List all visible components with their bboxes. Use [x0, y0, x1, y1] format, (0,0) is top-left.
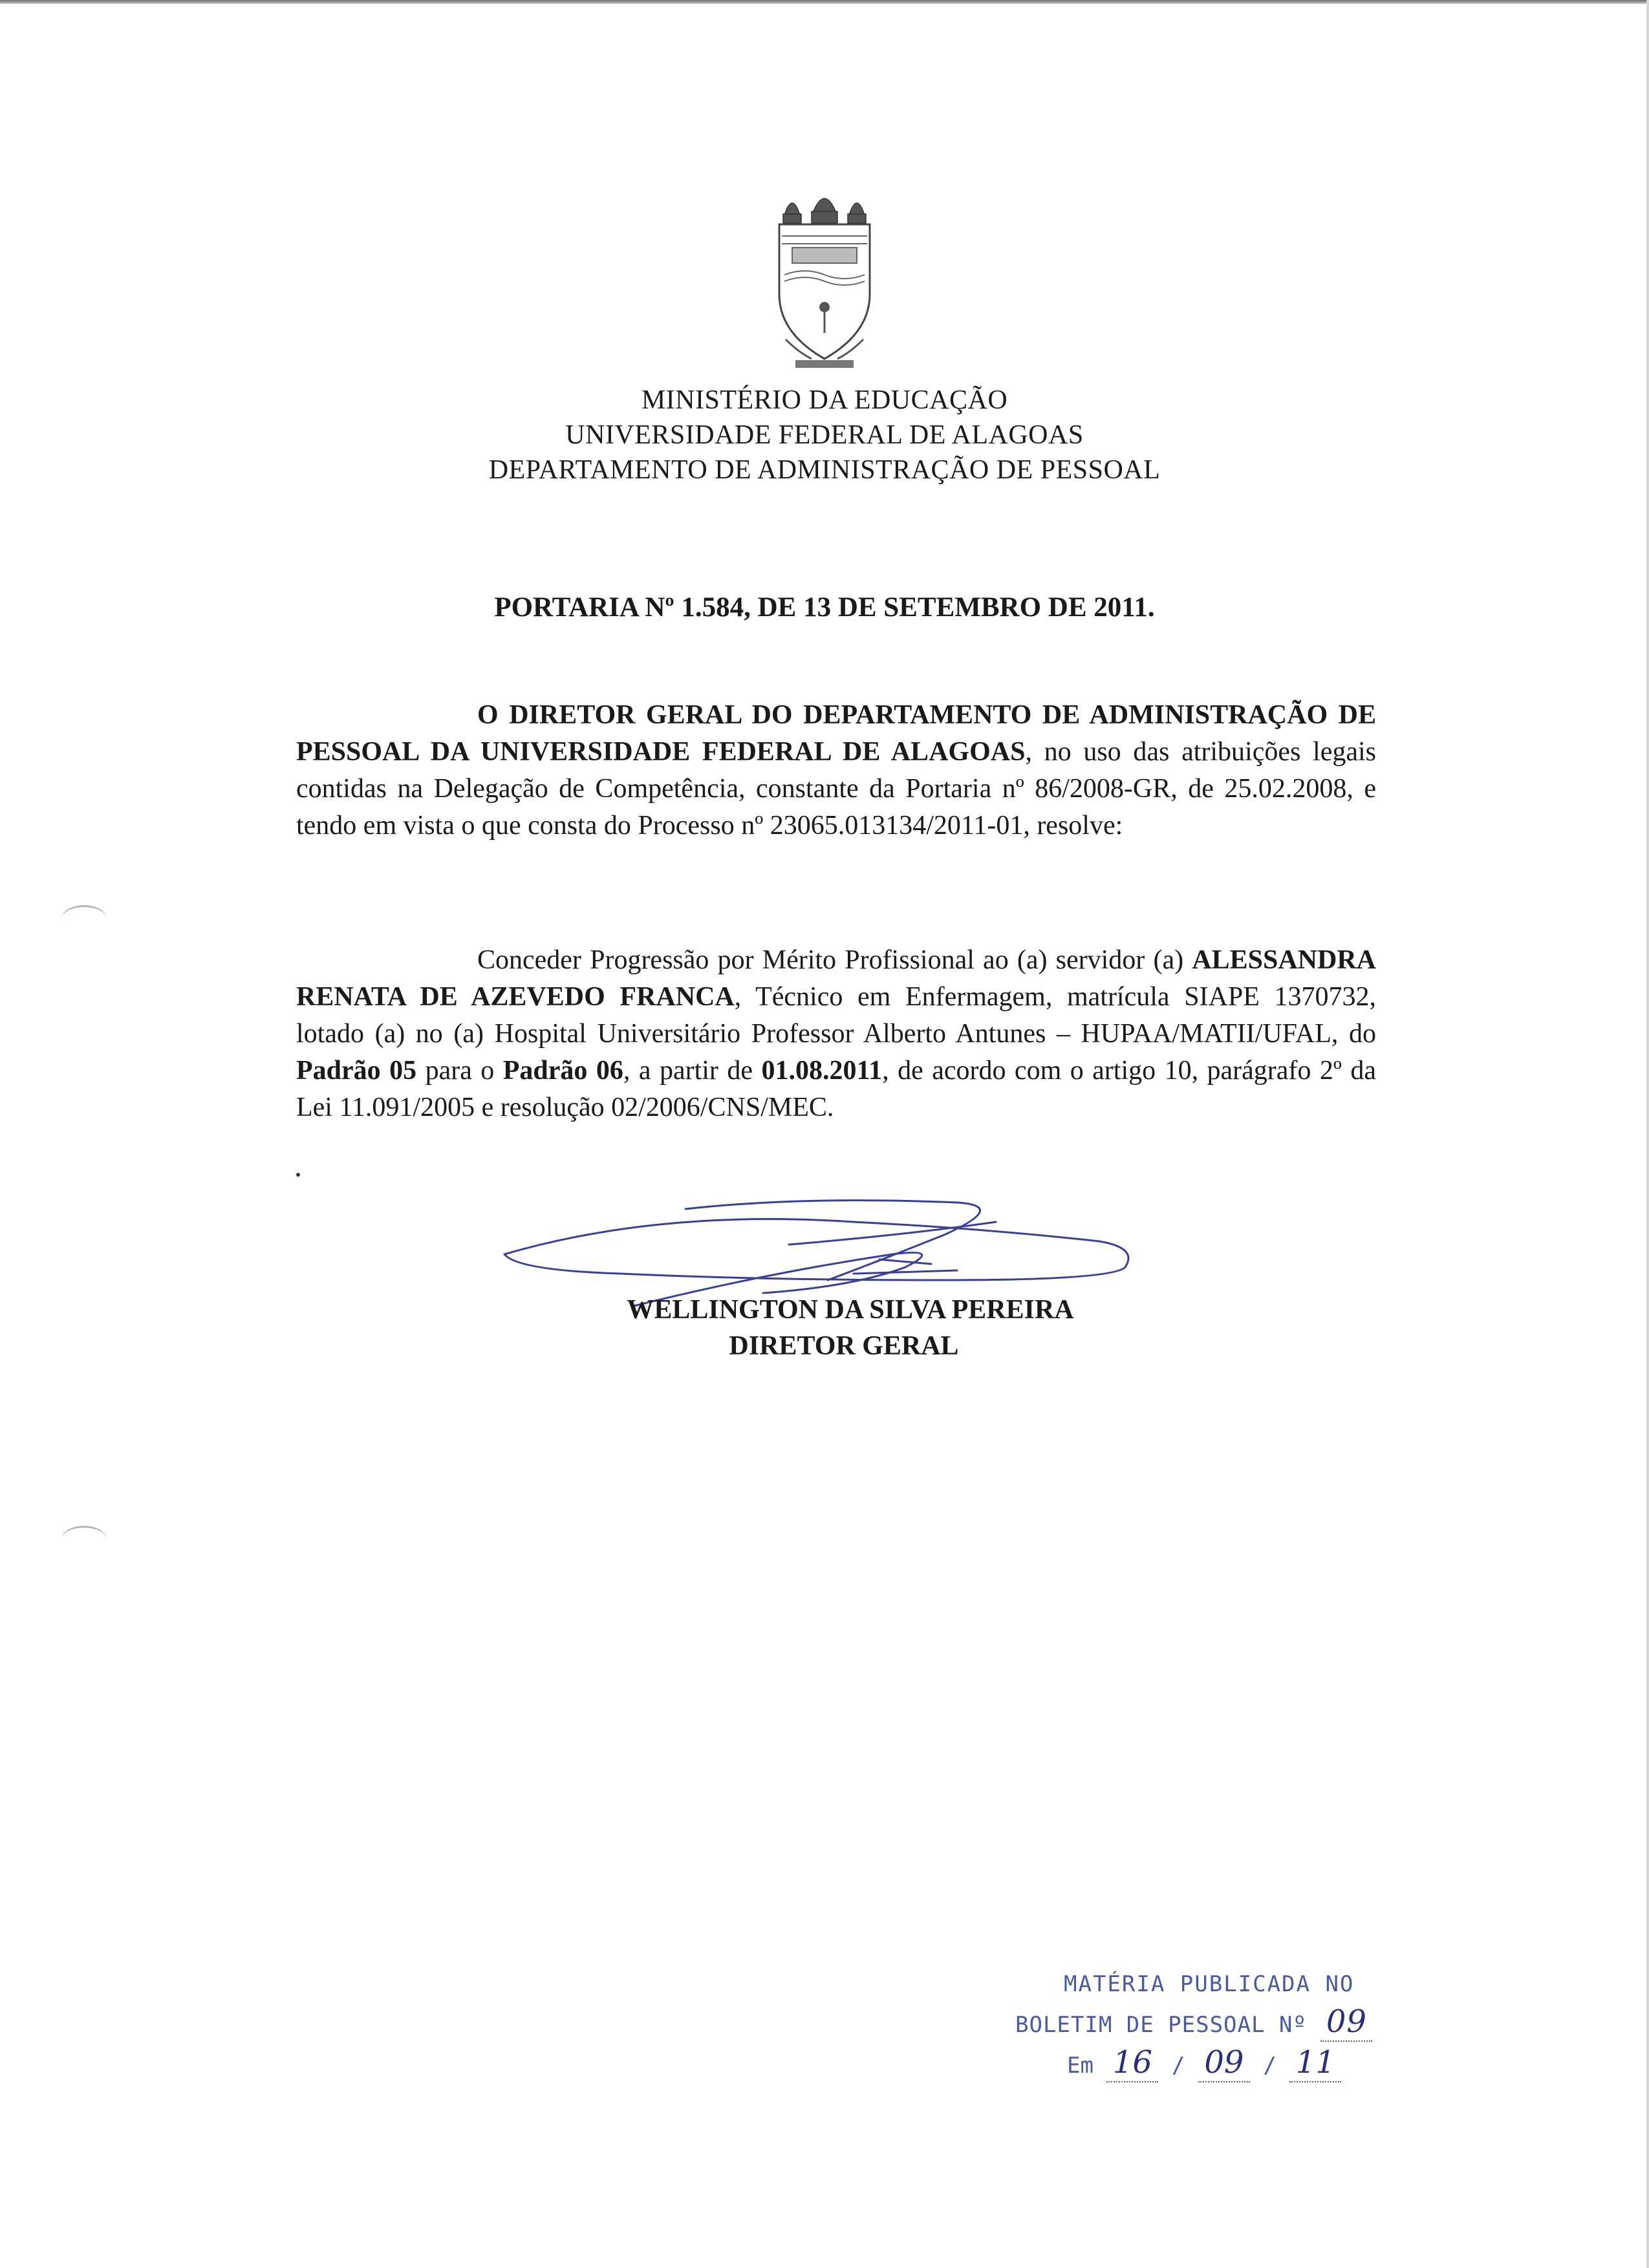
resolution-text-2: , Técnico em Enfermagem, matrícula SIAPE 1370732, lotado (a) no (a) Hospital Universitário Professor Alberto Antunes – HUPAA/MATII/UFAL, do: [296, 982, 1377, 1049]
signer-block: [0, 1292, 1649, 1364]
stamp-date-label: Em: [1067, 2053, 1094, 2079]
stray-dot: [296, 1173, 300, 1177]
resolution-text-4: , a partir de: [623, 1056, 762, 1086]
university-crest-logo: [773, 184, 876, 385]
resolution-text-5: , de acordo com o artigo 10, parágrafo 2º da Lei 11.091/2005 e resolução 02/2006/CNS/MEC.: [296, 1056, 1376, 1122]
level-to: Padrão 06: [502, 1056, 623, 1086]
stamp-line-3: Em 16 / 09 / 11: [1015, 2044, 1416, 2084]
portaria-title: PORTARIA Nº 1.584, DE 13 DE SETEMBRO DE 2011.: [494, 592, 1155, 623]
effective-date: 01.08.2011: [761, 1056, 883, 1086]
university-line: UNIVERSIDADE FEDERAL DE ALAGOAS: [565, 420, 1084, 450]
stamp-line-2: [1015, 2003, 1416, 2044]
stamp-year: 11: [1289, 2044, 1341, 2082]
resolution-text-1: Conceder Progressão por Mérito Profissional ao (a) servidor (a): [477, 945, 1192, 975]
employee-name: ALESSANDRA RENATA DE AZEVEDO FRANCA: [296, 945, 1376, 1012]
publication-stamp: [1015, 1965, 1416, 2095]
department-line: DEPARTAMENTO DE ADMINISTRAÇÃO DE PESSOAL: [488, 455, 1161, 485]
signer-role: DIRETOR GERAL: [729, 1331, 959, 1361]
punch-hole-mark-upper: [61, 905, 107, 933]
scan-edge-right: [1646, 0, 1649, 2268]
stamp-bulletin-label: BOLETIM DE PESSOAL Nº: [1015, 2012, 1307, 2038]
resolution-paragraph: [296, 942, 1376, 1126]
ministry-line: MINISTÉRIO DA EDUCAÇÃO: [641, 385, 1008, 415]
scan-edge-top: [0, 0, 1649, 4]
preamble-text: , no uso das atribuições legais contidas na Delegação de Competência, constante da Portaria nº 86/2008-GR, de 25.02.2008, e tendo em vista o que consta do Processo nº 23065.013134/2011-01, resolve:: [296, 737, 1377, 840]
resolution-text-3: para o: [416, 1056, 503, 1086]
signer-name: WELLINGTON DA SILVA PEREIRA: [627, 1295, 1074, 1325]
stamp-line-1: MATÉRIA PUBLICADA NO: [1064, 1971, 1355, 1997]
document-header: [0, 383, 1649, 487]
stamp-bulletin-number: 09: [1320, 2003, 1372, 2042]
preamble-paragraph: [296, 697, 1376, 844]
stamp-month: 09: [1198, 2044, 1250, 2082]
punch-hole-mark-lower: [61, 1526, 107, 1554]
level-from: Padrão 05: [296, 1056, 417, 1086]
stamp-day: 16: [1106, 2044, 1158, 2082]
preamble-authority: O DIRETOR GERAL DO DEPARTAMENTO DE ADMINISTRAÇÃO DE PESSOAL DA UNIVERSIDADE FEDERAL DE ALAGOAS: [296, 700, 1376, 767]
